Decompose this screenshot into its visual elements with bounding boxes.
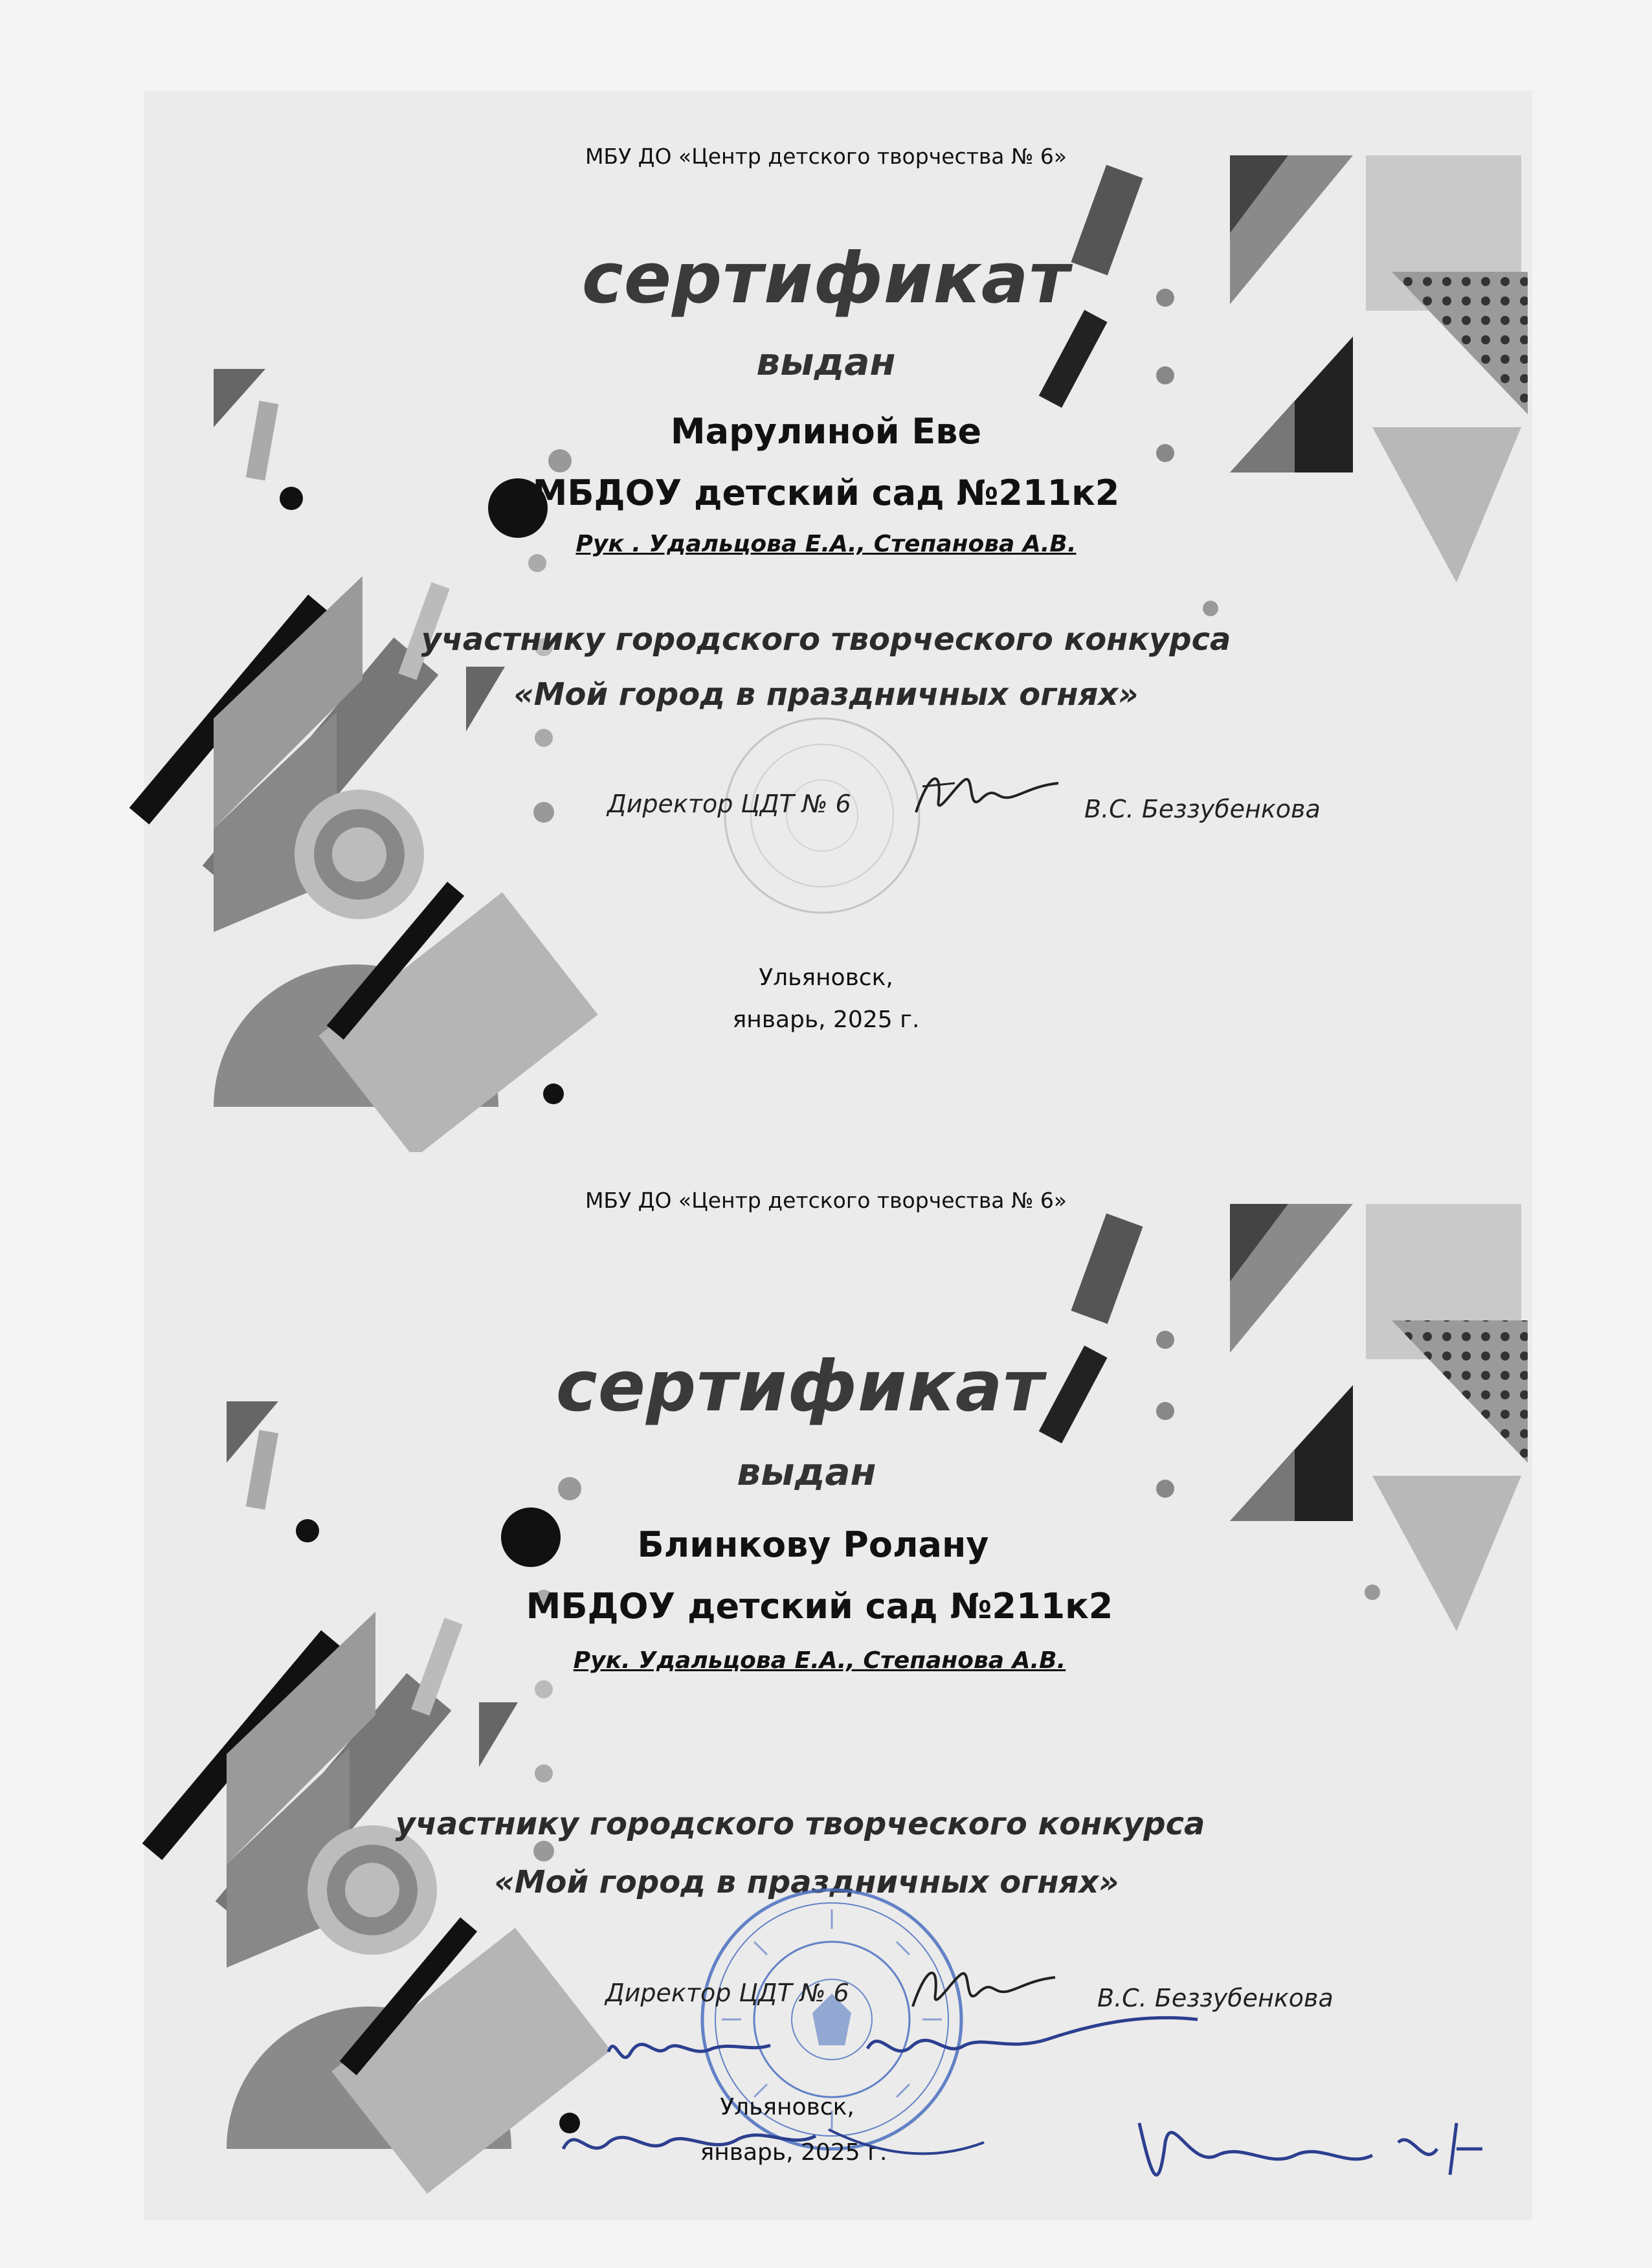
leaders-line: Рук. Удальцова Е.А., Степанова А.В. (573, 1647, 1066, 1674)
city: Ульяновск, (720, 2094, 854, 2120)
director-name: В.С. Беззубенкова (1084, 795, 1321, 823)
organization-name: МБУ ДО «Центр детского творчества № 6» (585, 144, 1067, 169)
issued-label: выдан (756, 340, 896, 384)
city: Ульяновск, (759, 964, 893, 991)
leaders-line: Рук . Удальцова Е.А., Степанова А.В. (575, 531, 1077, 557)
contest-line-2: «Мой город в праздничных огнях» (513, 676, 1139, 713)
handwritten-copy-certification (518, 2013, 1541, 2246)
contest-line-2: «Мой город в праздничных огнях» (494, 1864, 1119, 1900)
recipient-name: Марулиной Еве (670, 411, 982, 452)
recipient-name: Блинкову Ролану (637, 1524, 989, 1565)
organization-name: МБУ ДО «Центр детского творчества № 6» (585, 1188, 1067, 1213)
contest-line-1: участнику городского творческого конкурса (421, 621, 1231, 658)
issued-label: выдан (737, 1450, 876, 1494)
certificate-2 (0, 1152, 1652, 2268)
director-name: В.С. Беззубенкова (1097, 1984, 1334, 2012)
certificate-title: сертификат (581, 238, 1071, 319)
date: январь, 2025 г. (732, 1006, 920, 1033)
certificate-title: сертификат (555, 1346, 1045, 1427)
director-title: Директор ЦДТ № 6 (605, 1979, 849, 2007)
school-name: МБДОУ детский сад №211к2 (526, 1586, 1113, 1627)
school-name: МБДОУ детский сад №211к2 (532, 472, 1120, 513)
director-signature (903, 761, 1071, 832)
contest-line-1: участнику городского творческого конкурса (395, 1806, 1205, 1842)
date: январь, 2025 г. (700, 2139, 887, 2166)
director-title: Директор ЦДТ № 6 (607, 790, 851, 818)
